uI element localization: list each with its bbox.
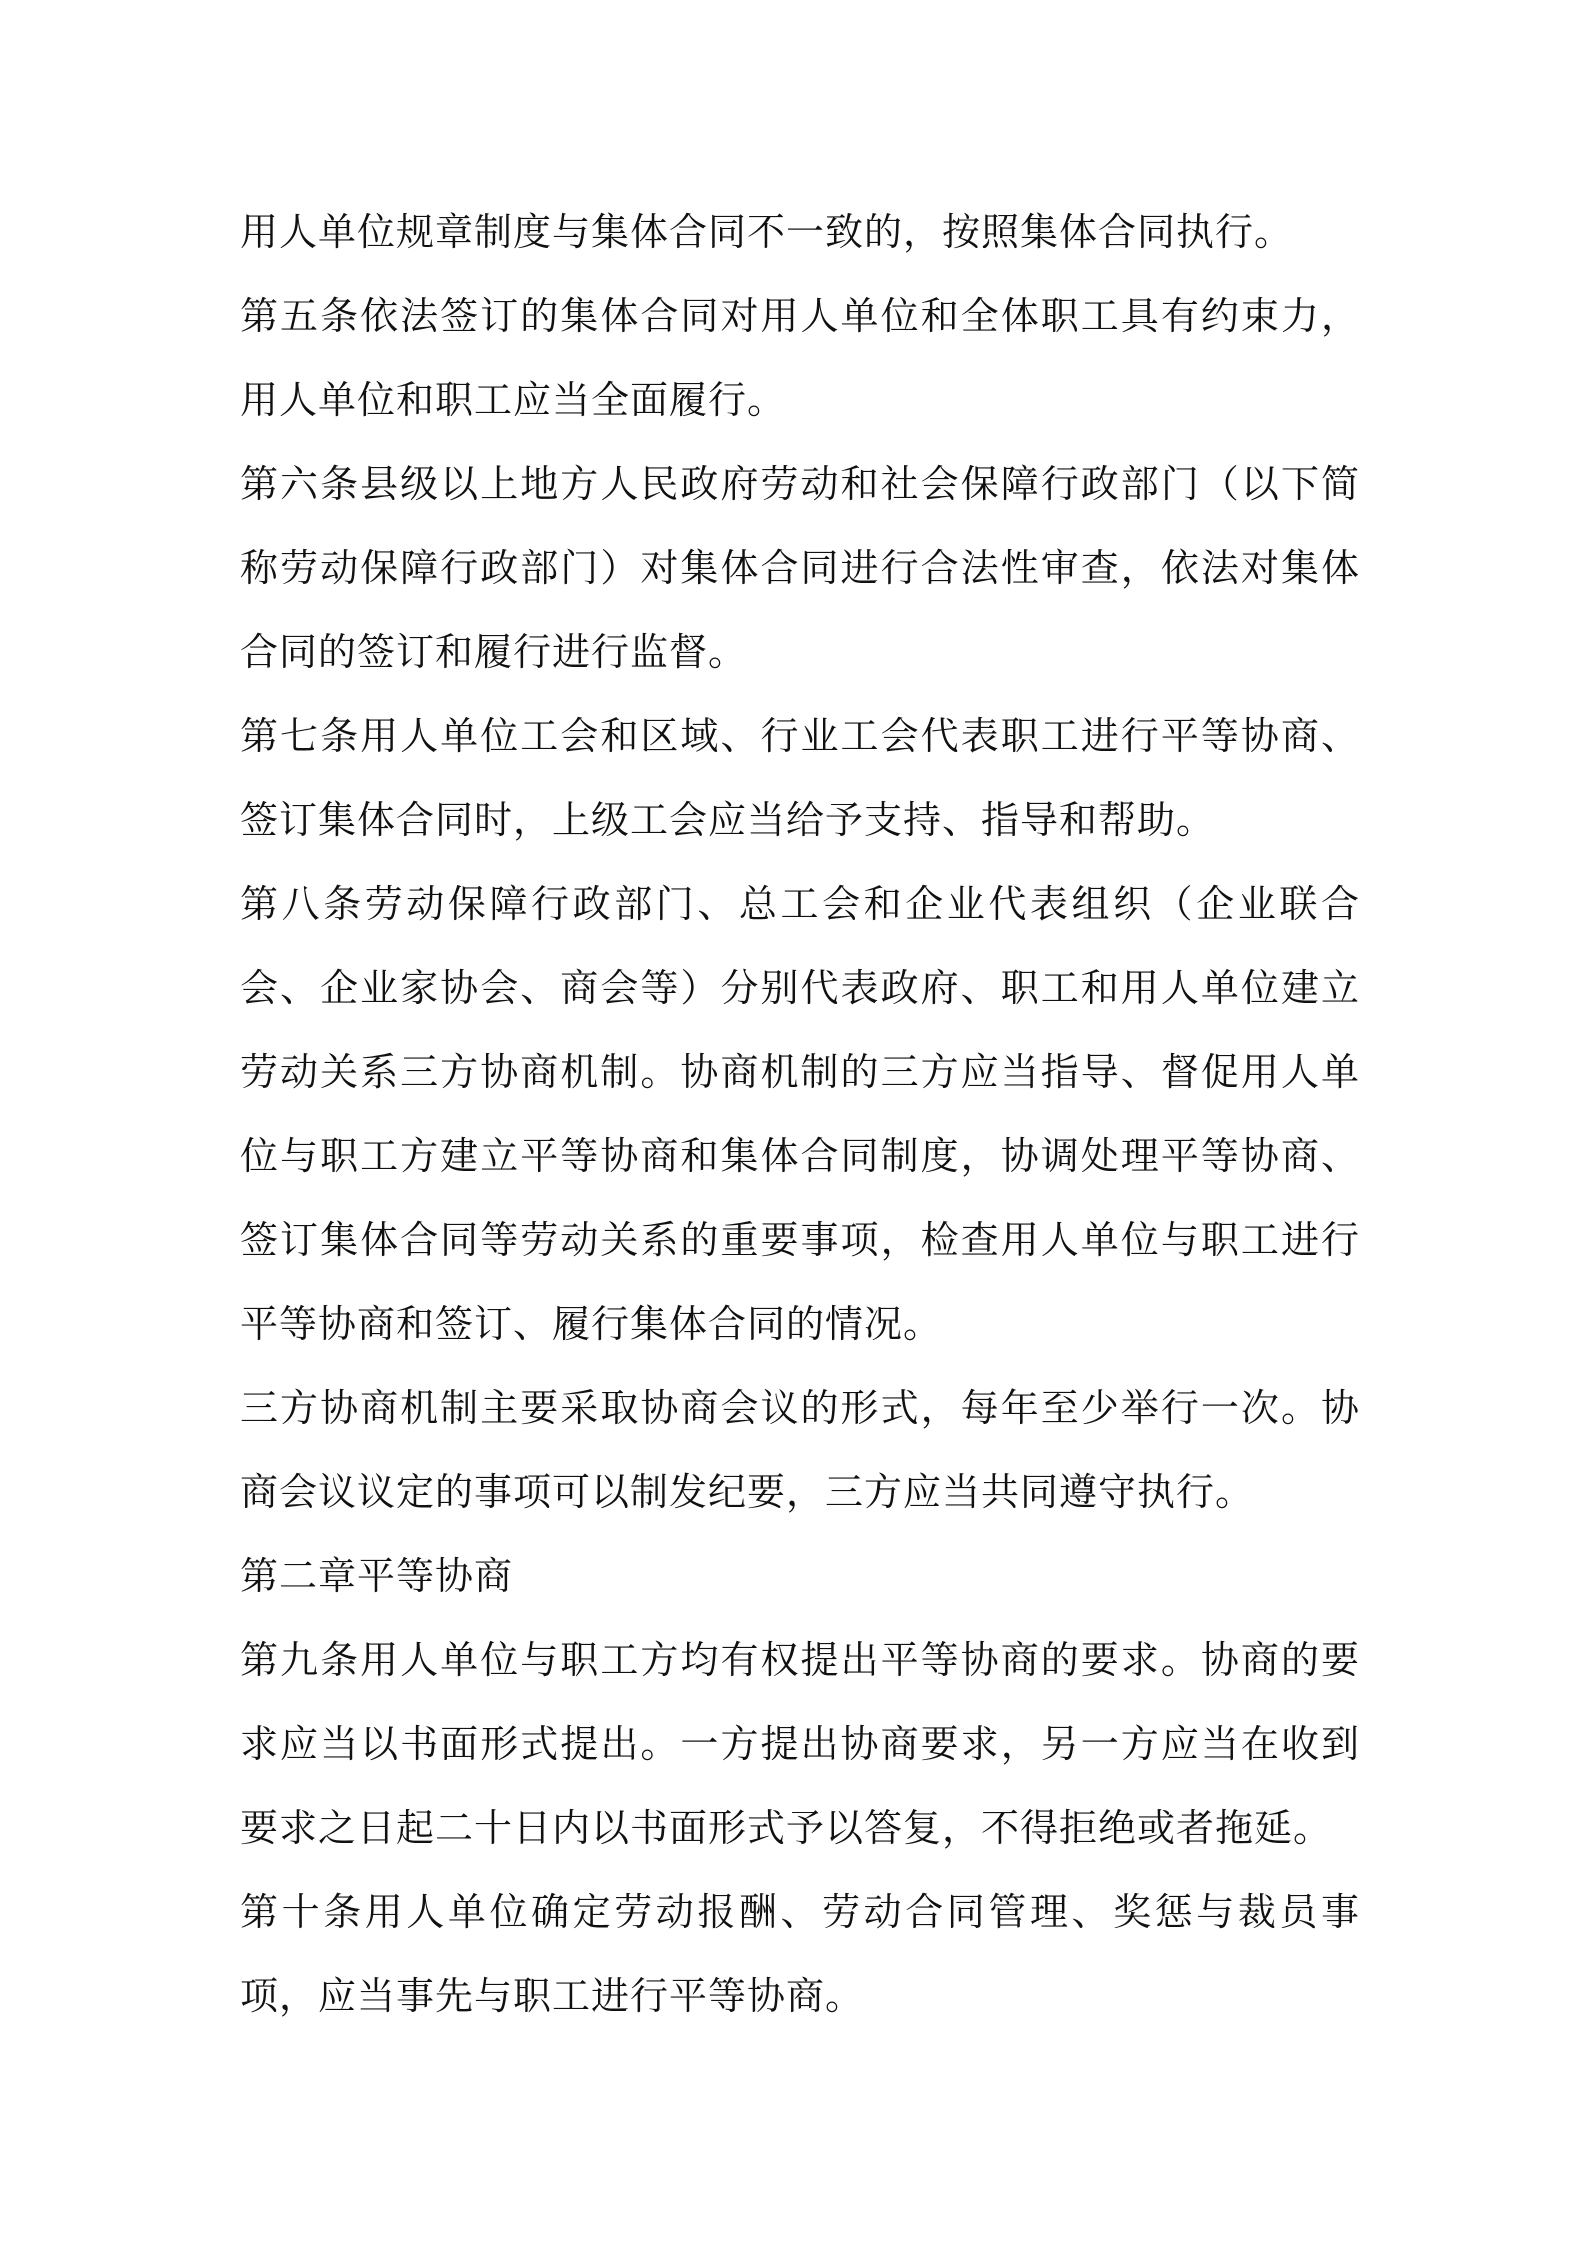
paragraph-article-9: 第九条用人单位与职工方均有权提出平等协商的要求。协商的要求应当以书面形式提出。一方提出协商要求，另一方应当在收到要求之日起二十日内以书面形式予以答复，不得拒绝或者拖延。 xyxy=(240,1638,1360,1850)
paragraph-article-7: 第七条用人单位工会和区域、行业工会代表职工进行平等协商、签订集体合同时，上级工会应当给予支持、指导和帮助。 xyxy=(240,714,1360,842)
document-body xyxy=(240,190,1360,2038)
paragraph-article-8: 第八条劳动保障行政部门、总工会和企业代表组织（企业联合会、企业家协会、商会等）分别代表政府、职工和用人单位建立劳动关系三方协商机制。协商机制的三方应当指导、督促用人单位与职工方建立平等协商和集体合同制度，协调处理平等协商、签订集体合同等劳动关系的重要事项，检查用人单位与职工进行平等协商和签订、履行集体合同的情况。 xyxy=(240,882,1360,1346)
paragraph-article-6: 第六条县级以上地方人民政府劳动和社会保障行政部门（以下简称劳动保障行政部门）对集体合同进行合法性审查，依法对集体合同的签订和履行进行监督。 xyxy=(240,462,1360,674)
paragraph-rules-conflict: 用人单位规章制度与集体合同不一致的，按照集体合同执行。 xyxy=(240,210,1294,254)
paragraph-article-5: 第五条依法签订的集体合同对用人单位和全体职工具有约束力，用人单位和职工应当全面履行。 xyxy=(240,294,1360,422)
chapter-heading: 第二章平等协商 xyxy=(240,1554,514,1598)
paragraph-tripartite-meeting: 三方协商机制主要采取协商会议的形式，每年至少举行一次。协商会议议定的事项可以制发纪要，三方应当共同遵守执行。 xyxy=(240,1386,1360,1514)
paragraph-article-10: 第十条用人单位确定劳动报酬、劳动合同管理、奖惩与裁员事项，应当事先与职工进行平等协商。 xyxy=(240,1890,1360,2018)
